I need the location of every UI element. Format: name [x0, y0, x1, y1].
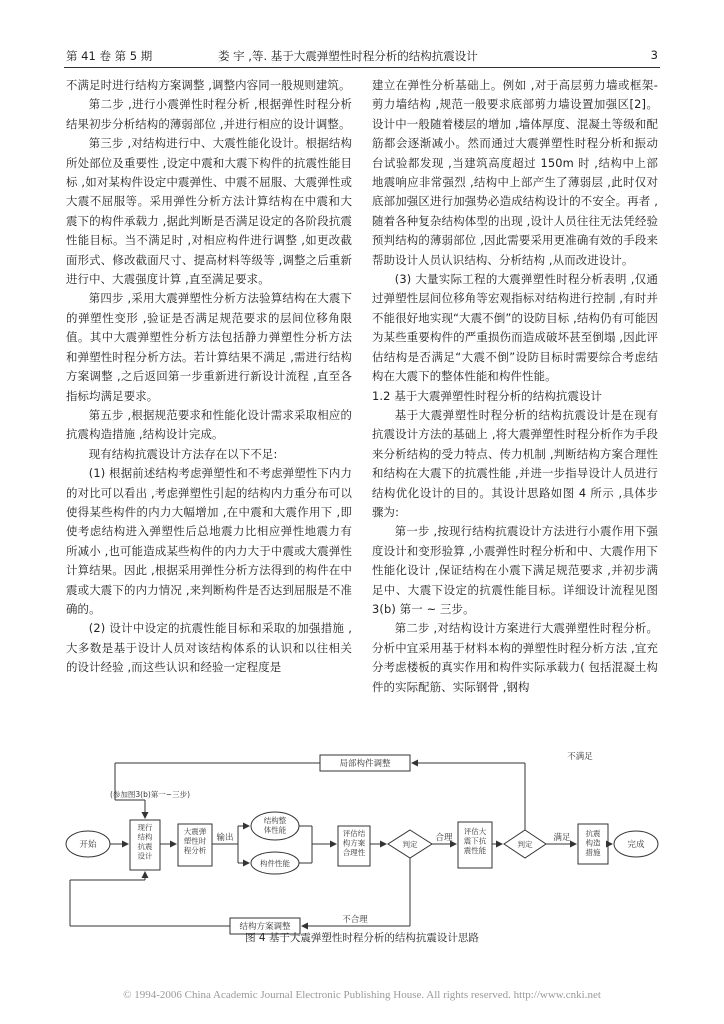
local-adjust-label: 局部构件调整 [339, 759, 391, 769]
reasonable-label: 合理 [435, 833, 453, 843]
existing-design-label: 现行结构抗震设计 [137, 823, 153, 861]
start-label: 开始 [79, 840, 97, 850]
construct-label: 抗震构造措施 [585, 829, 601, 857]
figure-4-flowchart [0, 730, 724, 945]
right-paragraph: 基于大震弹塑性时程分析的结构抗震设计是在现有抗震设计方法的基础上 ,将大震弹塑性时程分析作为手段来分析结构的受力特点、传力机制 ,判断结构方案合理性和结构在大震下的抗震性能 ,并进一步指导设计人员进行结构优化设计的目的。其设计思路如图 4 所示 ,具体步骤为: [372, 407, 658, 519]
figure-caption: 图 4 基于大震弹塑性时程分析的结构抗震设计思路 [245, 932, 479, 944]
left-paragraph: 第五步 ,根据规范要求和性能化设计需求采取相应的抗震构造措施 ,结构设计完成。 [66, 407, 352, 442]
right-paragraph: 第二步 ,对结构设计方案进行大震弹塑性时程分析。分析中宜采用基于材料本构的弹塑性时程分析方法 ,宜充分考虑楼板的真实作用和构件实际承载力( 包括混凝土构件的实际配筋、实际钢骨 ,钢构 [372, 621, 658, 694]
left-paragraph: (1) 根据前述结构考虑弹塑性和不考虑弹塑性下内力的对比可以看出 ,考虑弹塑性引起的结构内力重分布可以使得某些构件的内力大幅增加 ,在中震和大震作用下 ,即使考虑结构进入弹塑性后总地震力比相应弹性地震力有所减小 ,也可能造成某些构件的内力大于中震或大震弹性计算结果。因此 ,根据采用弹性分析方法得到的构件在中震或大震下的内力情况 ,来判断构件是否达到屈服是不准确的。 [66, 466, 352, 616]
not-satisfied-label: 不满足 [567, 752, 593, 762]
right-paragraph: (3) 大量实际工程的大震弹塑性时程分析表明 ,仅通过弹塑性层间位移角等宏观指标对结构进行控制 ,有时并不能很好地实现“大震不倒”的设防目标 ,结构仍有可能因为某些重要构件的严重损伤而造成破坏甚至倒塌 ,因此评估结构是否满足“大震不倒”设防目标时需要综合考虑结构在大震下的整体性能和构件性能。 [372, 272, 658, 384]
running-title: 娄 宇 ,等. 基于大震弹塑性时程分析的结构抗震设计 [218, 49, 478, 63]
tha-label: 大震弹塑性时程分析 [183, 827, 207, 855]
journal-issue: 第 41 卷 第 5 期 [66, 49, 153, 63]
finish-label: 完成 [627, 840, 645, 850]
judge2-label: 判定 [517, 840, 533, 849]
left-paragraph: (2) 设计中设定的抗震性能目标和采取的加强措施 ,大多数是基于设计人员对该结构体系的认识和以往相关的设计经验 ,而这些认识和经验一定程度是 [66, 621, 352, 675]
loop-back-label: (参加图3(b)第一~三步) [109, 790, 191, 799]
satisfied-label: 满足 [553, 833, 571, 843]
left-paragraph: 第二步 ,进行小震弹性时程分析 ,根据弹性时程分析结果初步分析结构的薄弱部位 ,并进行相应的设计调整。 [66, 97, 352, 131]
left-paragraph: 第四步 ,采用大震弹塑性分析方法验算结构在大震下的弹塑性变形 ,验证是否满足规范要求的层间位移角限值。其中大震弹塑性分析方法包括静力弹塑性分析方法和弹塑性时程分析方法。若计算结果不满足 ,需进行结构方案调整 ,之后返回第一步重新进行新设计流程 ,直至各指标均满足要求。 [66, 291, 352, 403]
scheme-adjust-label: 结构方案调整 [239, 922, 291, 932]
left-column [66, 76, 352, 678]
output-label: 输出 [216, 833, 234, 843]
copyright-footer: © 1994-2006 China Academic Journal Electronic Publishing House. All rights reserved. http://www.cnki.net [123, 989, 601, 1001]
evaluate-label: 评估结构方案合理性 [342, 829, 366, 857]
header-rule [64, 67, 660, 68]
right-paragraph: 建立在弹性分析基础上。例如 ,对于高层剪力墙或框架-剪力墙结构 ,规范一般要求底部剪力墙设置加强区[2]。设计中一般随着楼层的增加 ,墙体厚度、混凝土等级和配筋都会逐渐减小。然而通过大震弹塑性时程分析和振动台试验都发现 ,当建筑高度超过 150m 时 ,结构中上部地震响应非常强烈 ,结构中上部产生了薄弱层 ,此时仅对底部加强区进行加强势必造成结构设计的不安全。再者 ,随着各种复杂结构体型的出现 ,设计人员往往无法凭经验预判结构的薄弱部位 ,因此需要采用更准确有效的手段来帮助设计人员认识结构、分析结构 ,从而改进设计。 [372, 78, 658, 267]
evaluate2-label: 评估大震下抗震性能 [463, 827, 487, 855]
judge1-label: 判定 [402, 840, 418, 849]
unreasonable-label: 不合理 [342, 915, 368, 925]
member-force-label: 结构整体性能 [263, 816, 287, 835]
left-paragraph: 第三步 ,对结构进行中、大震性能化设计。根据结构所处部位及重要性 ,设定中震和大震下构件的抗震性能目标 ,如对某构件设定中震弹性、中震不屈服、大震弹性或大震不屈服等。采用弹性分析方法计算结构在中震和大震下的构件承载力 ,据此判断是否满足设定的各阶段抗震性能目标。当不满足时 ,对相应构件进行调整 ,如更改截面形式、修改截面尺寸、提高材料等级等 ,调整之后重新进行中、大震强度计算 ,直至满足要求。 [66, 136, 352, 287]
page-number: 3 [650, 48, 658, 62]
right-paragraph: 第一步 ,按现行结构抗震设计方法进行小震作用下强度设计和变形验算 ,小震弹性时程分析和中、大震作用下性能化设计 ,保证结构在小震下满足规范要求 ,并初步满足中、大震下设定的抗震性能目标。详细设计流程见图 3(b) 第一 ~ 三步。 [372, 524, 658, 616]
right-paragraph: 1.2 基于大震弹塑性时程分析的结构抗震设计 [372, 388, 603, 403]
left-paragraph: 不满足时进行结构方案调整 ,调整内容同一般规则建筑。 [66, 78, 351, 92]
left-paragraph: 现有结构抗震设计方法存在以下不足: [88, 446, 278, 461]
member-perf-label: 构件性能 [260, 859, 290, 868]
right-column [372, 76, 658, 697]
